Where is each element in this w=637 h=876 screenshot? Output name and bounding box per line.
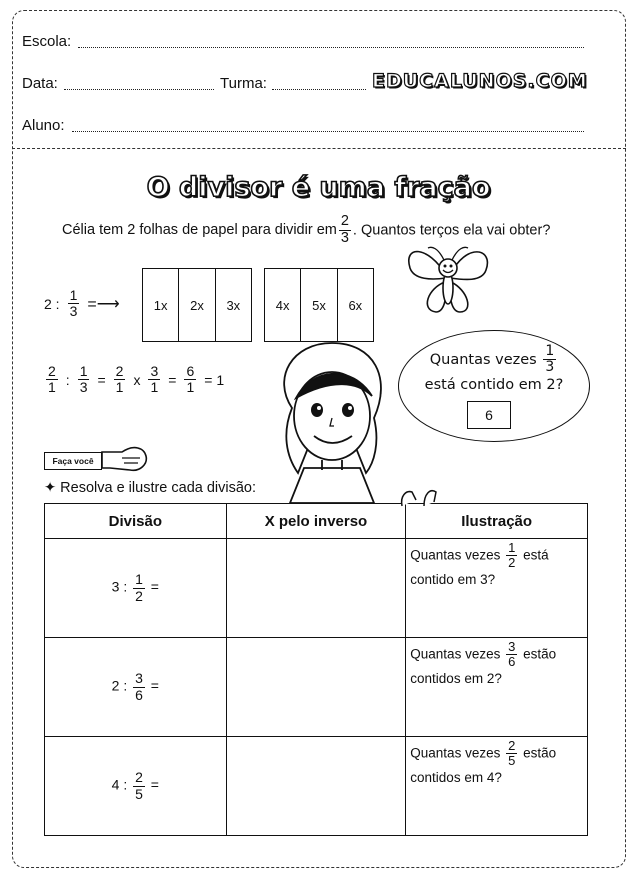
hands-illustration (398, 484, 442, 508)
illustration-cell[interactable]: Quantas vezes $\frac{3}{6}$ estão contidos em 2? (406, 638, 588, 737)
bubble-question: Quantas vezes $\frac{1}{3}$ está contido em 2? (424, 343, 564, 393)
exercise-table (44, 503, 588, 836)
third-cell: 1x (153, 297, 168, 313)
table-row (45, 638, 588, 737)
student-label: Aluno: (22, 117, 65, 134)
inverse-answer-cell[interactable] (226, 737, 406, 836)
inverse-equation: $\frac{2}{1}$ : $\frac{1}{3}$ = $\frac{2}{1}$ x $\frac{3}{1}$ = $\frac{6}{1}$ = 1 (48, 363, 225, 396)
table-row (45, 539, 588, 638)
butterfly-illustration (398, 240, 498, 320)
illustration-cell[interactable]: Quantas vezes $\frac{2}{5}$ estão contidos em 4? (406, 737, 588, 836)
third-cell: 4x (275, 297, 290, 313)
instruction: ✦ Resolva e ilustre cada divisão: (44, 480, 257, 496)
third-cell: 2x (178, 269, 214, 341)
inverse-answer-cell[interactable] (226, 539, 406, 638)
problem-fraction: $\frac{2}{3}$ (340, 213, 349, 246)
paper-sheet-2 (264, 268, 374, 342)
third-cell: 6x (337, 269, 373, 341)
table-row (45, 737, 588, 836)
bubble-answer-box: 6 (467, 401, 511, 429)
pointing-hand-icon (100, 438, 150, 478)
division-expression: 2 : $\frac{1}{3}$ =⟶ (44, 287, 120, 320)
date-label: Data: (22, 75, 58, 92)
paper-sheet-1 (142, 268, 252, 342)
header-inverso: X pelo inverso (226, 504, 406, 539)
third-cell: 5x (300, 269, 336, 341)
student-field[interactable] (72, 131, 584, 132)
class-label: Turma: (220, 75, 267, 92)
date-field[interactable] (64, 89, 214, 90)
illustration-cell[interactable]: Quantas vezes $\frac{1}{2}$ está contido em 3? (406, 539, 588, 638)
faca-voce-label: Faça você (44, 452, 102, 470)
division-cell: 4 : $\frac{2}{5}$ = (45, 737, 227, 836)
inverse-answer-cell[interactable] (226, 638, 406, 737)
division-cell: 3 : $\frac{1}{2}$ = (45, 539, 227, 638)
educalunos-logo: EDUCALUNOS.COM (372, 70, 588, 92)
header-divisao: Divisão (45, 504, 227, 539)
school-field[interactable] (78, 47, 584, 48)
header-ilustracao: Ilustração (406, 504, 588, 539)
division-cell: 2 : $\frac{3}{6}$ = (45, 638, 227, 737)
problem-text: Célia tem 2 folhas de papel para dividir em $\frac{2}{3}$ . Quantos terços ela vai obter? (62, 213, 551, 246)
arrow-icon: =⟶ (87, 295, 120, 313)
class-field[interactable] (272, 89, 366, 90)
header-separator (12, 148, 626, 149)
third-cell: 3x (215, 269, 251, 341)
school-label: Escola: (22, 33, 72, 50)
page-title: O divisor é uma fração (146, 172, 491, 203)
girl-illustration (262, 338, 402, 503)
